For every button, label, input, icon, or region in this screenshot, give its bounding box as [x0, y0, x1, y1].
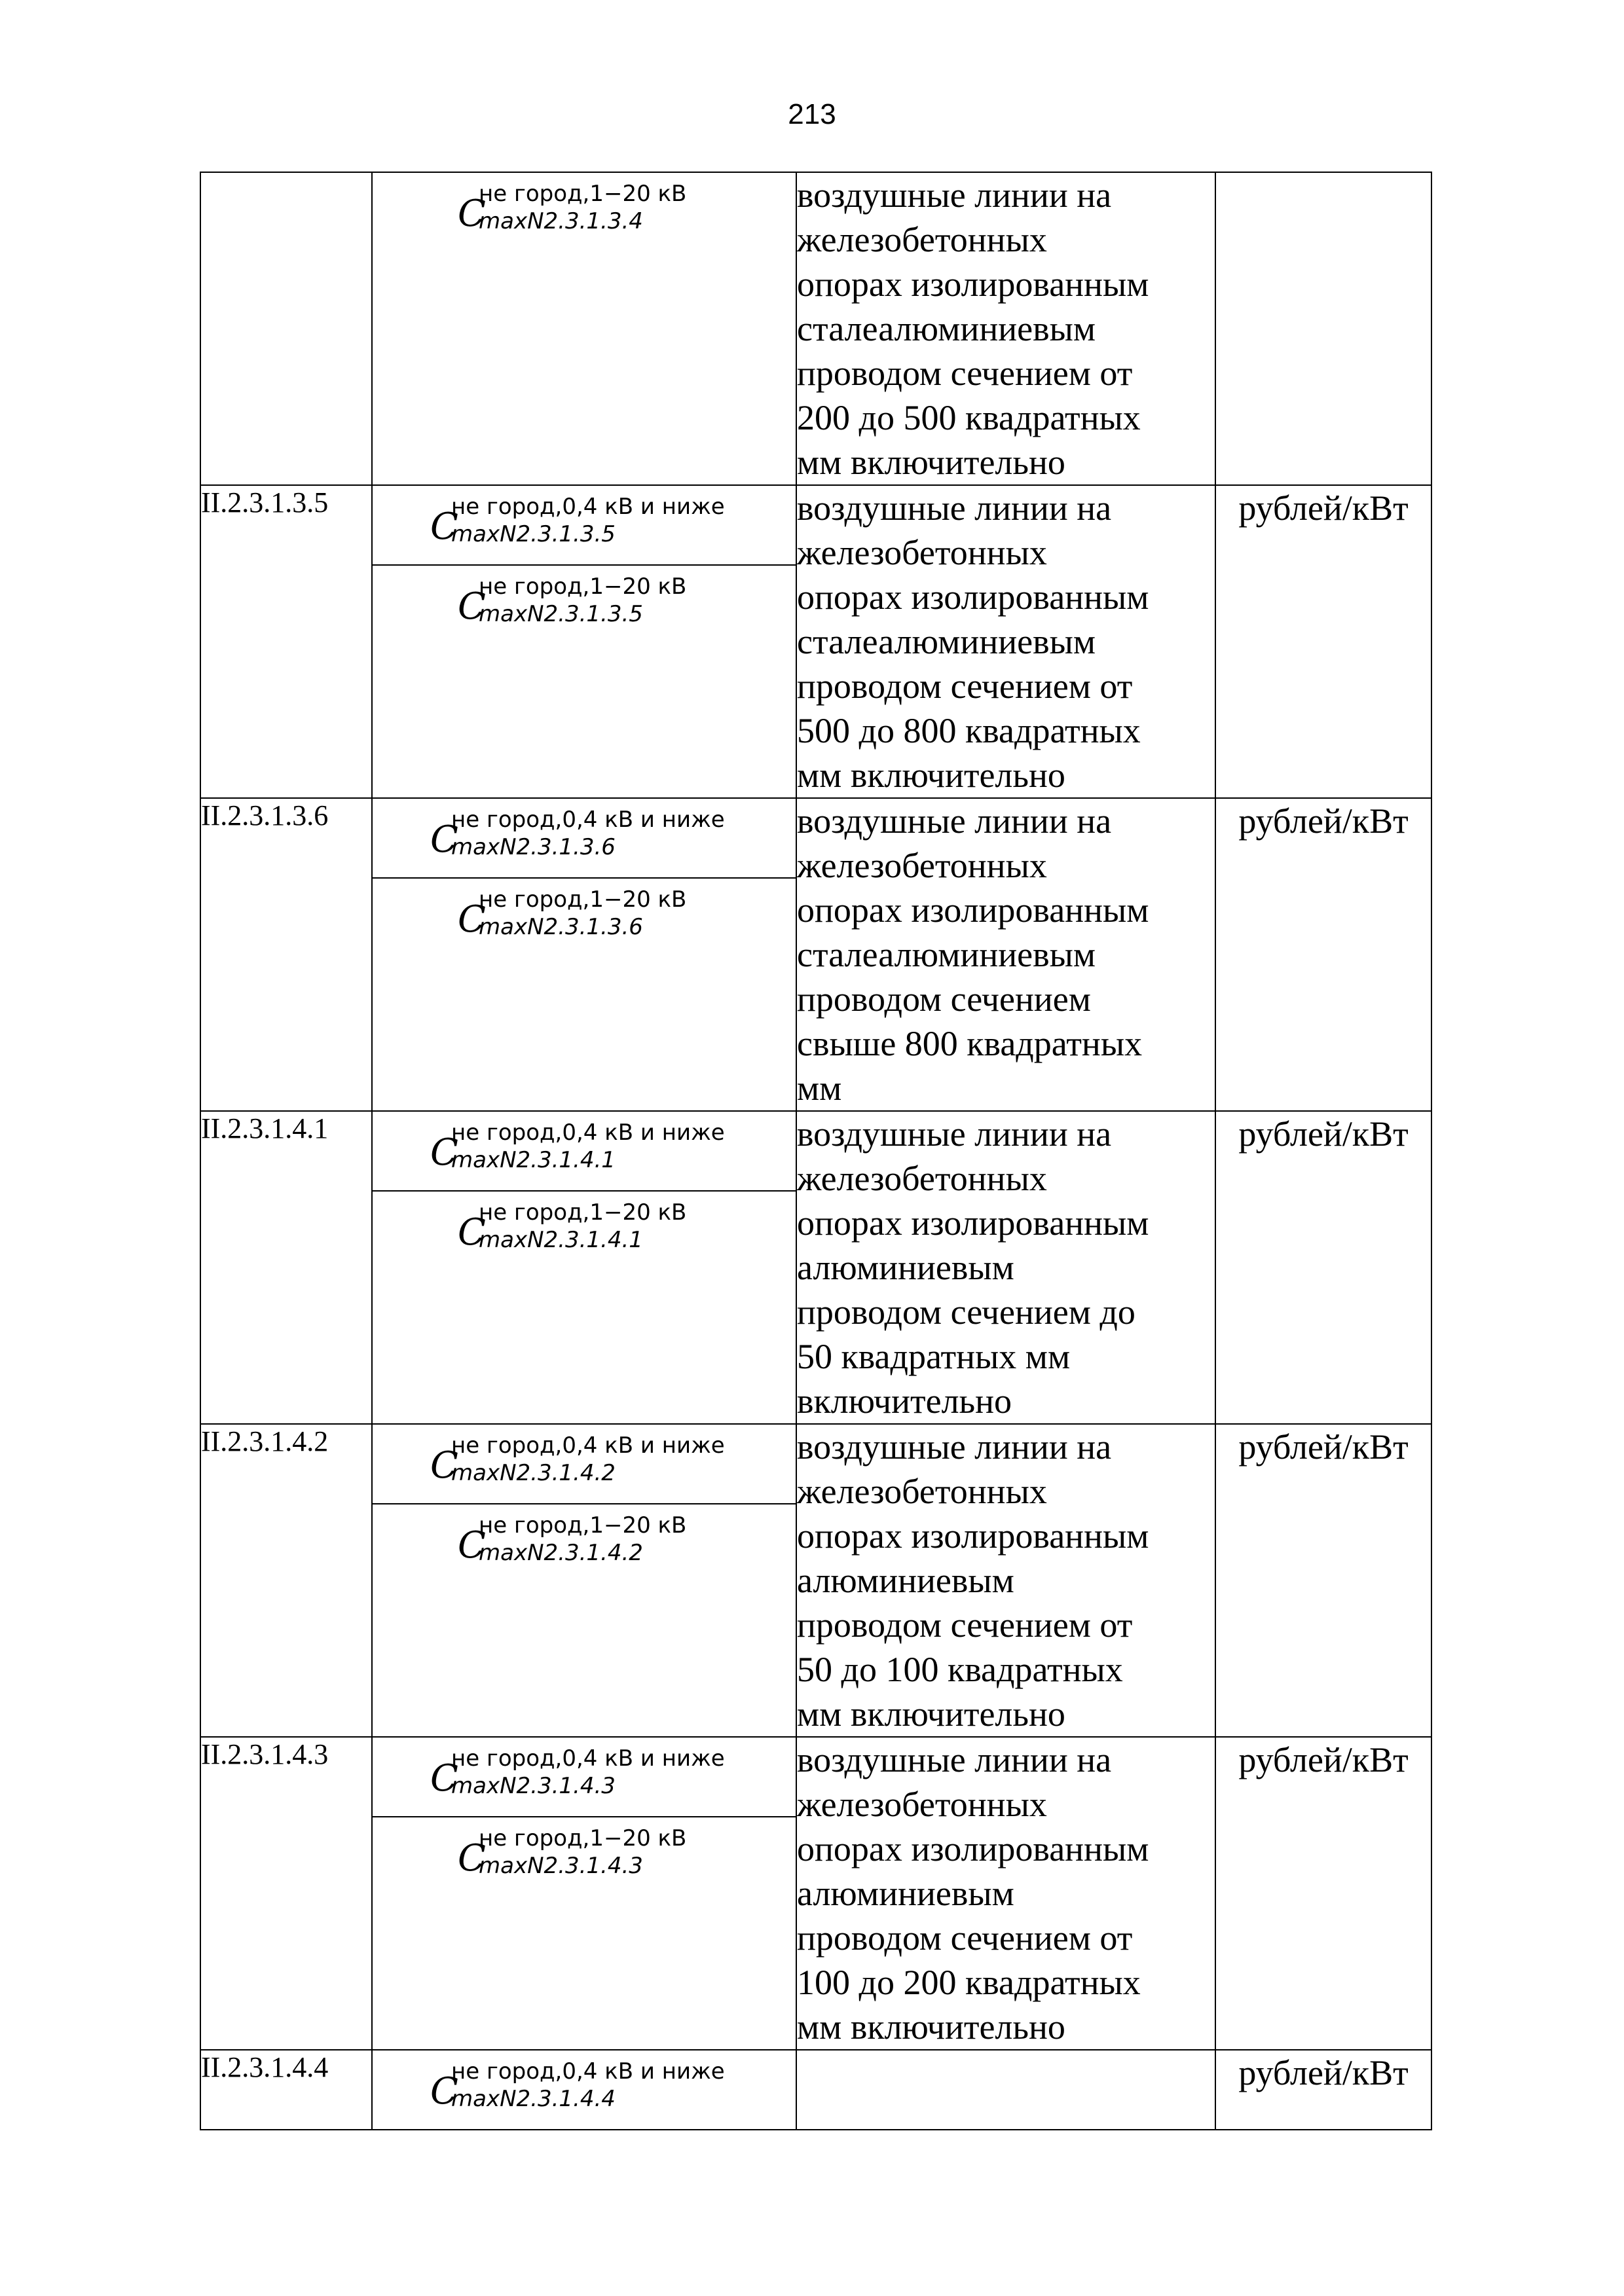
formula-superscript: не город,0,4 кВ и ниже — [451, 807, 725, 833]
formula-subscript: maxN2.3.1.4.4 — [451, 2086, 616, 2112]
row-description — [796, 485, 1215, 798]
formula-superscript: не город,1−20 кВ — [479, 1512, 687, 1539]
description-line: 500 до 800 квадратных — [797, 711, 1141, 750]
formula-1-20kv — [373, 173, 796, 251]
description-line: мм — [797, 1068, 842, 1108]
formula-0-4kv — [373, 1425, 796, 1503]
formula-superscript: не город,1−20 кВ — [479, 886, 687, 913]
description-line: железобетонных — [797, 220, 1047, 259]
row-code: II.2.3.1.4.2 — [200, 1424, 372, 1737]
description-line: проводом сечением — [797, 979, 1091, 1019]
formula-letter: C — [458, 898, 486, 941]
formula-superscript: не город,0,4 кВ и ниже — [451, 2058, 725, 2085]
description-line: проводом сечением до — [797, 1292, 1135, 1332]
tariff-table — [200, 172, 1432, 2130]
formula-subscript: maxN2.3.1.4.2 — [479, 1540, 643, 1566]
description-line: свыше 800 квадратных — [797, 1024, 1143, 1063]
formula-letter: C — [430, 818, 458, 861]
description-line: 50 квадратных мм — [797, 1337, 1071, 1376]
table-body — [200, 172, 1431, 2130]
table-row — [200, 2050, 1431, 2130]
description-line: включительно — [797, 1381, 1012, 1421]
formula-letter: C — [458, 1524, 486, 1567]
description-line: железобетонных — [797, 1472, 1047, 1511]
formula-letter: C — [458, 192, 486, 235]
description-line: опорах изолированным — [797, 264, 1149, 304]
row-code: II.2.3.1.4.1 — [200, 1111, 372, 1424]
description-line: мм включительно — [797, 1694, 1065, 1734]
formula-1-20kv — [373, 877, 796, 957]
description-line: алюминиевым — [797, 1248, 1014, 1287]
row-unit: рублей/кВт — [1215, 1424, 1431, 1737]
formula-superscript: не город,1−20 кВ — [479, 574, 687, 600]
formula-letter: C — [458, 1837, 486, 1880]
row-description — [796, 2050, 1215, 2130]
formula-letter: C — [458, 1211, 486, 1254]
row-description — [796, 1424, 1215, 1737]
description-line: алюминиевым — [797, 1561, 1014, 1600]
formula-cell — [372, 485, 796, 798]
formula-1-20kv — [373, 1190, 796, 1270]
formula-superscript: не город,0,4 кВ и ниже — [451, 1120, 725, 1146]
description-line: железобетонных — [797, 533, 1047, 572]
formula-superscript: не город,0,4 кВ и ниже — [451, 1432, 725, 1459]
formula-cell — [372, 1424, 796, 1737]
description-line: мм включительно — [797, 756, 1065, 795]
formula-letter: C — [430, 505, 458, 548]
row-description — [796, 172, 1215, 485]
formula-letter: C — [430, 1757, 458, 1800]
formula-superscript: не город,1−20 кВ — [479, 1825, 687, 1851]
formula-subscript: maxN2.3.1.4.3 — [479, 1853, 643, 1879]
formula-0-4kv — [373, 799, 796, 877]
formula-letter: C — [458, 585, 486, 628]
page-number: 213 — [788, 98, 836, 130]
description-line: сталеалюминиевым — [797, 622, 1096, 661]
description-line: опорах изолированным — [797, 577, 1149, 617]
table-row — [200, 1424, 1431, 1737]
formula-cell — [372, 2050, 796, 2130]
formula-cell — [372, 172, 796, 485]
description-line: проводом сечением от — [797, 666, 1133, 706]
description-line: воздушные линии на — [797, 1740, 1112, 1779]
formula-subscript: maxN2.3.1.4.2 — [451, 1460, 616, 1486]
description-line: опорах изолированным — [797, 1516, 1149, 1556]
description-line: сталеалюминиевым — [797, 309, 1096, 348]
table-row — [200, 798, 1431, 1111]
description-line: сталеалюминиевым — [797, 935, 1096, 974]
formula-subscript: maxN2.3.1.3.5 — [451, 521, 616, 547]
row-code: II.2.3.1.4.3 — [200, 1737, 372, 2050]
description-line: воздушные линии на — [797, 1114, 1112, 1154]
row-description — [796, 1737, 1215, 2050]
table-row — [200, 1111, 1431, 1424]
description-line: железобетонных — [797, 846, 1047, 885]
row-unit: рублей/кВт — [1215, 2050, 1431, 2130]
row-unit: рублей/кВт — [1215, 485, 1431, 798]
formula-cell — [372, 798, 796, 1111]
description-line: мм включительно — [797, 2007, 1065, 2047]
formula-subscript: maxN2.3.1.4.3 — [451, 1773, 616, 1799]
formula-0-4kv — [373, 486, 796, 564]
formula-superscript: не город,0,4 кВ и ниже — [451, 494, 725, 520]
description-line: опорах изолированным — [797, 1829, 1149, 1868]
formula-letter: C — [430, 1444, 458, 1487]
description-line: 100 до 200 квадратных — [797, 1963, 1141, 2002]
table-row — [200, 485, 1431, 798]
formula-subscript: maxN2.3.1.4.1 — [479, 1227, 643, 1253]
description-line: воздушные линии на — [797, 175, 1112, 215]
row-unit — [1215, 172, 1431, 485]
formula-1-20kv — [373, 1503, 796, 1583]
description-line: проводом сечением от — [797, 1605, 1133, 1645]
formula-subscript: maxN2.3.1.3.6 — [451, 834, 616, 860]
formula-cell — [372, 1737, 796, 2050]
description-line: 50 до 100 квадратных — [797, 1650, 1123, 1689]
formula-0-4kv — [373, 1112, 796, 1190]
description-line: проводом сечением от — [797, 354, 1133, 393]
formula-superscript: не город,1−20 кВ — [479, 181, 687, 207]
formula-1-20kv — [373, 1816, 796, 1896]
formula-0-4kv — [373, 2050, 796, 2129]
row-code — [200, 172, 372, 485]
description-line: алюминиевым — [797, 1874, 1014, 1913]
formula-subscript: maxN2.3.1.3.5 — [479, 601, 643, 627]
description-line: железобетонных — [797, 1785, 1047, 1824]
formula-1-20kv — [373, 564, 796, 644]
description-line: железобетонных — [797, 1159, 1047, 1198]
formula-cell — [372, 1111, 796, 1424]
row-code: II.2.3.1.3.6 — [200, 798, 372, 1111]
formula-letter: C — [430, 2070, 458, 2113]
formula-subscript: maxN2.3.1.3.4 — [479, 208, 643, 234]
description-line: опорах изолированным — [797, 1203, 1149, 1243]
description-line: мм включительно — [797, 443, 1065, 482]
formula-subscript: maxN2.3.1.3.6 — [479, 914, 643, 940]
formula-superscript: не город,0,4 кВ и ниже — [451, 1745, 725, 1772]
row-unit: рублей/кВт — [1215, 1111, 1431, 1424]
formula-superscript: не город,1−20 кВ — [479, 1199, 687, 1226]
formula-0-4kv — [373, 1738, 796, 1816]
description-line: воздушные линии на — [797, 801, 1112, 841]
formula-letter: C — [430, 1131, 458, 1174]
description-line: воздушные линии на — [797, 1427, 1112, 1467]
table-row — [200, 1737, 1431, 2050]
description-line: проводом сечением от — [797, 1918, 1133, 1958]
description-line: опорах изолированным — [797, 890, 1149, 930]
row-code: II.2.3.1.4.4 — [200, 2050, 372, 2130]
table-row — [200, 172, 1431, 485]
description-line: воздушные линии на — [797, 488, 1112, 528]
row-description — [796, 1111, 1215, 1424]
row-unit: рублей/кВт — [1215, 798, 1431, 1111]
formula-subscript: maxN2.3.1.4.1 — [451, 1147, 616, 1173]
row-code: II.2.3.1.3.5 — [200, 485, 372, 798]
row-description — [796, 798, 1215, 1111]
row-unit: рублей/кВт — [1215, 1737, 1431, 2050]
description-line: 200 до 500 квадратных — [797, 398, 1141, 437]
